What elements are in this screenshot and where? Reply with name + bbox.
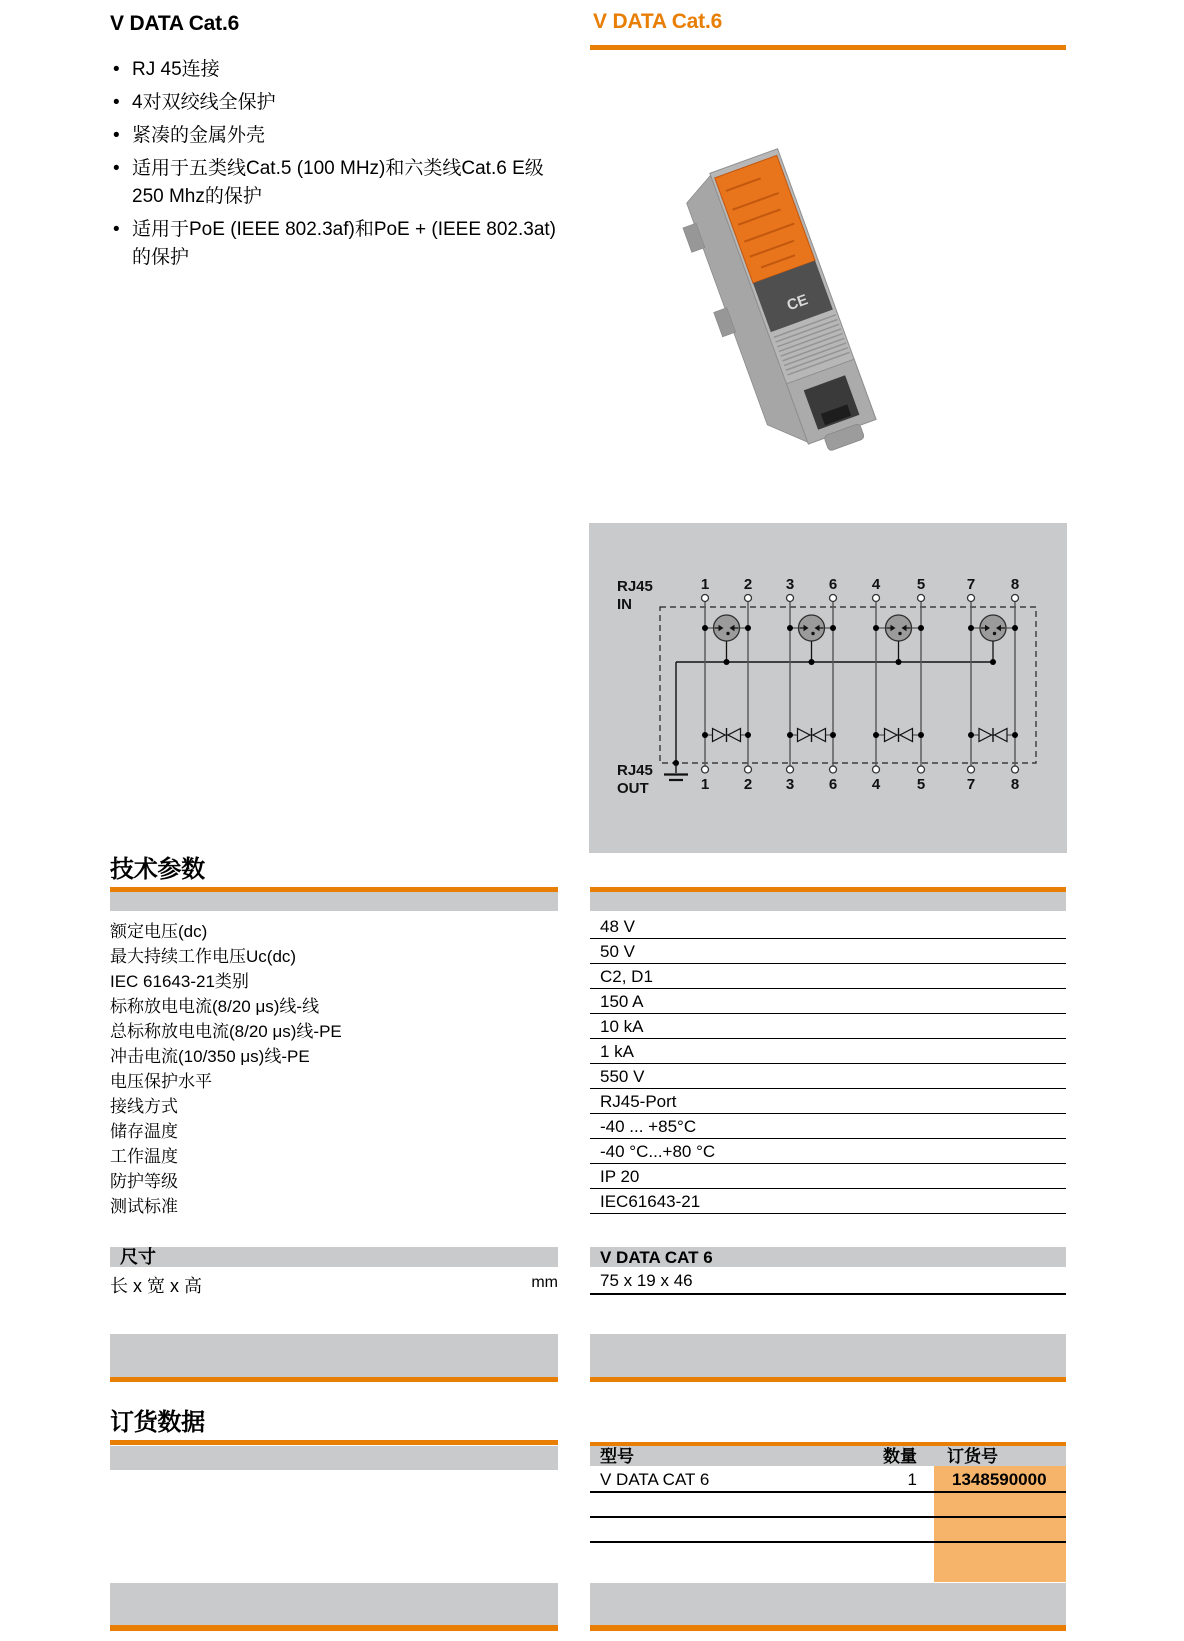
tech-row	[110, 1139, 1066, 1164]
order-section-heading: 订货数据	[110, 1409, 205, 1436]
product-photo	[645, 132, 945, 462]
tech-row-value: C2, D1	[590, 964, 1066, 989]
feature-item: • RJ 45连接	[110, 56, 562, 84]
feature-item: • 适用于PoE (IEEE 802.3af)和PoE + (IEEE 802.3at) 的保护	[110, 216, 562, 272]
suppressor-diode-right	[995, 729, 1008, 742]
tech-row-label: 总标称放电电流(8/20 μs)线-PE	[110, 1022, 342, 1041]
suppressor-diode-left	[713, 729, 726, 742]
pin-terminal-in	[745, 595, 752, 602]
order-model: V DATA CAT 6	[600, 1470, 710, 1489]
junction-dot	[745, 732, 751, 738]
dimensions-value: 75 x 19 x 46	[590, 1271, 1066, 1295]
tech-row-value: 550 V	[590, 1064, 1066, 1089]
feature-item: • 紧凑的金属外壳	[110, 122, 562, 150]
order-table-header	[590, 1446, 1066, 1466]
tech-row-label: 标称放电电流(8/20 μs)线-线	[110, 997, 320, 1016]
gdt-dot	[726, 632, 729, 635]
junction-dot	[745, 625, 751, 631]
tech-row-label: 储存温度	[110, 1122, 178, 1141]
gdt-dot	[993, 632, 996, 635]
dimensions-unit: mm	[531, 1274, 558, 1291]
pin-terminal-out	[873, 766, 880, 773]
pin-number-in: 1	[700, 576, 710, 593]
surge-protector-illustration	[645, 132, 945, 462]
pin-number-out: 2	[743, 776, 753, 793]
pin-terminal-in	[873, 595, 880, 602]
dimensions-band	[110, 1247, 558, 1267]
pin-number-out: 4	[871, 776, 881, 793]
pin-terminal-in	[1012, 595, 1019, 602]
order-qty: 1	[907, 1470, 917, 1489]
tech-row-label: 冲击电流(10/350 μs)线-PE	[110, 1047, 310, 1066]
pin-number-in: 8	[1010, 576, 1020, 593]
pin-terminal-out	[918, 766, 925, 773]
junction-dot	[787, 625, 793, 631]
suppressor-diode-right	[813, 729, 826, 742]
pin-number-in: 6	[828, 576, 838, 593]
pin-terminal-out	[702, 766, 709, 773]
junction-dot	[809, 659, 815, 665]
tech-row	[110, 989, 1066, 1014]
junction-dot	[873, 732, 879, 738]
tech-row-label: 接线方式	[110, 1097, 178, 1116]
order-row	[590, 1518, 1066, 1543]
junction-dot	[968, 625, 974, 631]
tech-row	[110, 939, 1066, 964]
dimensions-heading: 尺寸	[120, 1247, 156, 1267]
feature-list	[110, 56, 562, 277]
tech-row-value: RJ45-Port	[590, 1089, 1066, 1114]
junction-dot	[918, 625, 924, 631]
suppressor-diode-right	[900, 729, 913, 742]
tech-row	[110, 1089, 1066, 1114]
tech-row-value: IEC61643-21	[590, 1189, 1066, 1214]
dimensions-product-band	[590, 1247, 1066, 1267]
junction-dot	[702, 732, 708, 738]
page-title: V DATA Cat.6	[110, 12, 240, 35]
tech-row	[110, 964, 1066, 989]
order-col-order-no: 订货号	[947, 1447, 998, 1466]
order-number: 1348590000	[952, 1470, 1047, 1489]
order-row	[590, 1466, 1066, 1493]
tech-row	[110, 1164, 1066, 1189]
pin-number-in: 4	[871, 576, 881, 593]
pin-number-in: 2	[743, 576, 753, 593]
tech-band-left	[110, 892, 558, 911]
tech-row-label: 测试标准	[110, 1197, 178, 1216]
junction-dot	[990, 659, 996, 665]
feature-item: • 4对双绞线全保护	[110, 89, 562, 117]
rj45-out-label: RJ45	[617, 762, 653, 779]
gdt-dot	[811, 632, 814, 635]
tech-row	[110, 1014, 1066, 1039]
rj45-out-label: OUT	[617, 780, 649, 797]
pin-number-out: 5	[916, 776, 926, 793]
tech-row-label: 防护等级	[110, 1172, 178, 1191]
tech-row-value: IP 20	[590, 1164, 1066, 1189]
tech-row-value: 50 V	[590, 939, 1066, 964]
tech-parameters-table	[110, 914, 1066, 1214]
junction-dot	[702, 625, 708, 631]
ce-mark: CE	[784, 291, 811, 315]
pin-number-out: 6	[828, 776, 838, 793]
junction-dot	[873, 625, 879, 631]
pin-terminal-out	[745, 766, 752, 773]
order-col-qty: 数量	[883, 1447, 917, 1466]
order-rows	[590, 1466, 1066, 1582]
dimensions-product-name: V DATA CAT 6	[600, 1248, 713, 1267]
junction-dot	[968, 732, 974, 738]
rj45-in-label: RJ45	[617, 578, 653, 595]
order-row	[590, 1543, 1066, 1582]
pin-number-out: 7	[966, 776, 976, 793]
rj45-protection-circuit	[589, 523, 1067, 853]
tech-row-label: IEC 61643-21类别	[110, 972, 249, 991]
bottom-band-left	[110, 1583, 558, 1631]
tech-row	[110, 1064, 1066, 1089]
bottom-band-right	[590, 1583, 1066, 1631]
junction-dot	[1012, 732, 1018, 738]
separator-band-right	[590, 1334, 1066, 1382]
pin-terminal-in	[968, 595, 975, 602]
feature-item: • 适用于五类线Cat.5 (100 MHz)和六类线Cat.6 E级250 Mhz的保护	[110, 155, 562, 211]
separator-band-left	[110, 1334, 558, 1382]
rj45-in-label: IN	[617, 596, 632, 613]
tech-row-label: 电压保护水平	[110, 1072, 212, 1091]
tech-row-label: 工作温度	[110, 1147, 178, 1166]
tech-row-value: 150 A	[590, 989, 1066, 1014]
pin-number-in: 3	[785, 576, 795, 593]
tech-row	[110, 914, 1066, 939]
pin-terminal-out	[1012, 766, 1019, 773]
suppressor-diode-right	[728, 729, 741, 742]
pin-terminal-in	[830, 595, 837, 602]
pin-number-out: 1	[700, 776, 710, 793]
tech-row-value: 10 kA	[590, 1014, 1066, 1039]
tech-row-value: 1 kA	[590, 1039, 1066, 1064]
pin-terminal-out	[787, 766, 794, 773]
suppressor-diode-left	[885, 729, 898, 742]
suppressor-diode-left	[798, 729, 811, 742]
junction-dot	[724, 659, 730, 665]
circuit-diagram-panel	[589, 523, 1067, 853]
tech-band-right	[590, 892, 1066, 911]
tech-row-label: 最大持续工作电压Uc(dc)	[110, 947, 297, 966]
tech-row	[110, 1114, 1066, 1139]
junction-dot	[918, 732, 924, 738]
tech-row-label: 额定电压(dc)	[110, 922, 208, 941]
junction-dot	[830, 625, 836, 631]
junction-dot	[830, 732, 836, 738]
title-accent-bar	[590, 45, 1066, 50]
junction-dot	[896, 659, 902, 665]
pin-number-out: 8	[1010, 776, 1020, 793]
junction-dot	[1012, 625, 1018, 631]
tech-row-value: 48 V	[590, 914, 1066, 939]
order-band-left	[110, 1446, 558, 1470]
pin-number-in: 5	[916, 576, 926, 593]
tech-row	[110, 1189, 1066, 1214]
pin-number-out: 3	[785, 776, 795, 793]
tech-section-heading: 技术参数	[110, 856, 205, 883]
pin-terminal-out	[830, 766, 837, 773]
tech-row-value: -40 °C...+80 °C	[590, 1139, 1066, 1164]
pin-terminal-in	[918, 595, 925, 602]
order-col-model: 型号	[600, 1447, 634, 1466]
order-row	[590, 1493, 1066, 1518]
tech-row	[110, 1039, 1066, 1064]
order-accent-bar-left	[110, 1440, 558, 1445]
pin-terminal-in	[787, 595, 794, 602]
suppressor-diode-left	[979, 729, 992, 742]
pin-terminal-out	[968, 766, 975, 773]
dimensions-row-label: 长 x 宽 x 高	[110, 1276, 203, 1296]
gdt-dot	[898, 632, 901, 635]
tech-row-value: -40 ... +85°C	[590, 1114, 1066, 1139]
pin-number-in: 7	[966, 576, 976, 593]
junction-dot	[787, 732, 793, 738]
product-title: V DATA Cat.6	[593, 10, 723, 33]
pin-terminal-in	[702, 595, 709, 602]
